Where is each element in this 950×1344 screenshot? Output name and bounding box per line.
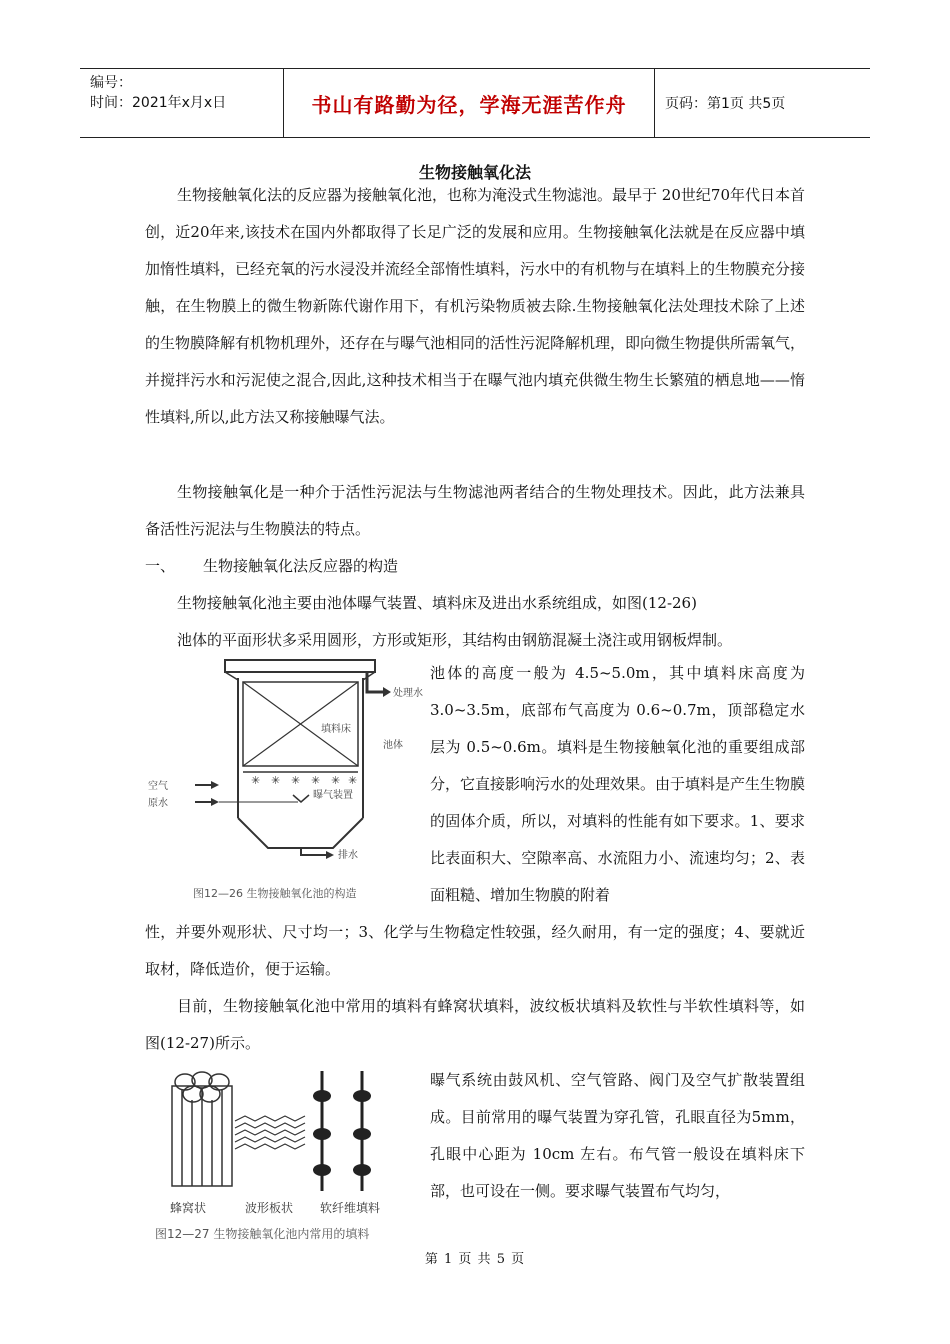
svg-text:✳: ✳ xyxy=(331,774,341,787)
svg-text:✳: ✳ xyxy=(251,774,261,787)
time-label: 时间：2021年x月x日 xyxy=(90,95,227,111)
paragraph-composition: 生物接触氧化池主要由池体曝气装置、填料床及进出水系统组成，如图(12-26) xyxy=(177,594,697,612)
diffuser-row xyxy=(251,774,357,787)
page-footer: 第 1 页 共 5 页 xyxy=(424,1252,526,1267)
section-number: 一、 xyxy=(145,557,176,575)
hopper-bottom xyxy=(238,818,363,848)
label-corrugated: 波形板状 xyxy=(245,1201,294,1215)
label-air: 空气 xyxy=(148,781,168,792)
label-soft-fiber: 软纤维填料 xyxy=(320,1201,381,1215)
figure1-caption: 图12—26 生物接触氧化池的构造 xyxy=(193,887,357,900)
soft-fiber-packing xyxy=(313,1071,371,1191)
serial-label: 编号： xyxy=(90,75,132,91)
paragraph-packing-types: 目前，生物接触氧化池中常用的填料有蜂窝状填料，波纹板状填料及软性与半软性填料等，如图(12-27)所示。 xyxy=(145,997,805,1052)
top-trough xyxy=(225,660,375,672)
header-meta xyxy=(80,69,283,137)
document-title: 生物接触氧化法 xyxy=(418,163,531,182)
header-page-cell xyxy=(655,69,870,137)
label-tank-body: 池体 xyxy=(383,740,403,751)
paragraph-tank-shape: 池体的平面形状多采用圆形，方形或矩形，其结构由钢筋混凝土浇注或用钢板焊制。 xyxy=(177,631,733,649)
label-packing-bed: 填料床 xyxy=(321,724,351,735)
header-table xyxy=(80,68,870,138)
paragraph-packing-requirements: 性，并要外观形状、尺寸均一；3、化学与生物稳定性较强，经久耐用，有一定的强度；4、要就近取材，降低造价，便于运输。 xyxy=(145,923,805,978)
label-treated-water: 处理水 xyxy=(393,688,423,699)
corrugated-packing xyxy=(235,1116,305,1149)
svg-text:✳: ✳ xyxy=(291,774,301,787)
paragraph-tank-height: 池体的高度一般为 4.5~5.0m，其中填料床高度为3.0~3.5m，底部布气高度为 0.6~0.7m，顶部稳定水层为 0.5~0.6m。填料是生物接触氧化池的重要组成部分，它直接影响污水的处理效果。由于填料是产生生物膜的固体介质，所以，对填料的性能有如下要求。1、要求比表面积大、空隙率高、水流阻力小、流速均匀；2、表面粗糙、增加生物膜的附着 xyxy=(430,664,806,904)
section-heading xyxy=(145,548,805,585)
paragraph-intro: 生物接触氧化法的反应器为接触氧化池，也称为淹没式生物滤池。最早于 20世纪70年代日本首创，近20年来,该技术在国内外都取得了长足广泛的发展和应用。生物接触氧化法就是在反应器中填加惰性填料，已经充氧的污水浸没并流经全部惰性填料，污水中的有机物与在填料上的生物膜充分接触，在生物膜上的微生物新陈代谢作用下，有机污染物质被去除.生物接触氧化法处理技术除了上述的生物膜降解有机物机理外，还存在与曝气池相同的活性污泥降解机理，即向微生物提供所需氧气，并搅拌污水和污泥使之混合,因此,这种技术相当于在曝气池内填充供微生物生长繁殖的栖息地——惰性填料,所以,此方法又称接触曝气法。 xyxy=(145,186,806,426)
svg-text:✳: ✳ xyxy=(311,774,321,787)
tank-structure-diagram xyxy=(143,650,423,910)
svg-text:✳: ✳ xyxy=(348,774,358,787)
paragraph-aeration: 曝气系统由鼓风机、空气管路、阀门及空气扩散装置组成。目前常用的曝气装置为穿孔管，孔眼直径为5mm，孔眼中心距为 10cm 左右。布气管一般设在填料床下部，也可设在一侧。要求曝气装置布气均匀， xyxy=(430,1071,805,1200)
paragraph-combination: 生物接触氧化是一种介于活性污泥法与生物滤池两者结合的生物处理技术。因此，此方法兼具备活性污泥法与生物膜法的特点。 xyxy=(145,483,805,538)
label-honeycomb: 蜂窝状 xyxy=(170,1201,207,1215)
motto: 书山有路勤为径，学海无涯苦作舟 xyxy=(311,92,627,117)
label-drain: 排水 xyxy=(338,850,358,861)
svg-text:✳: ✳ xyxy=(271,774,281,787)
label-raw-water: 原水 xyxy=(148,798,168,809)
label-aerator: 曝气装置 xyxy=(313,790,353,801)
figure2-caption: 图12—27 生物接触氧化池内常用的填料 xyxy=(155,1227,370,1241)
honeycomb-packing xyxy=(172,1072,232,1186)
packing-types-diagram xyxy=(150,1066,420,1246)
page-info: 页码：第1页 共5页 xyxy=(665,96,786,112)
header-motto-cell xyxy=(283,69,655,137)
drain-pipe xyxy=(301,848,328,855)
section-title: 生物接触氧化法反应器的构造 xyxy=(203,557,399,575)
